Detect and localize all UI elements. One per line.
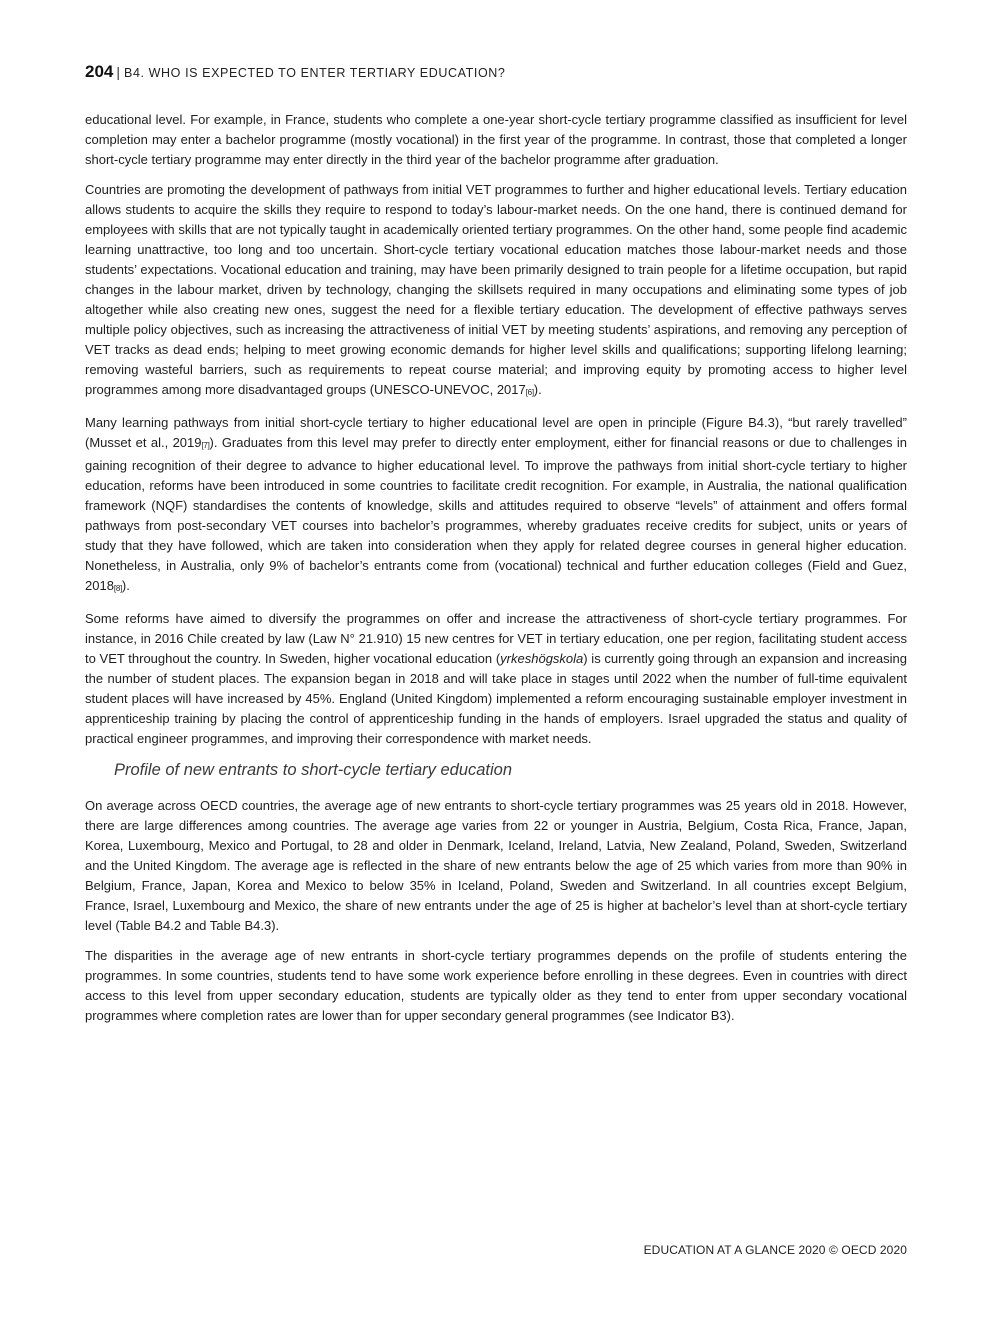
paragraph-6: The disparities in the average age of new entrants in short-cycle tertiary programmes depends on the profile of students entering the programmes. In some countries, students tend to have some work experience before enrolling in these degrees. Even in countries with direct access to this level from upper secondary education, students are typically older as they tend to enter from upper secondary vocational programmes where completion rates are lower than for upper secondary general programmes (see Indicator B3). (85, 948, 907, 1023)
paragraph-2-text: Countries are promoting the development of pathways from initial VET programmes to further and higher educational levels. Tertiary education allows students to acquire the skills they require to respond to today’s labour-market needs. On the one hand, there is continued demand for employees with skills that are not typically taught in academically oriented tertiary programmes. On the other hand, some people find academic learning unattractive, too long and too uncertain. Short-cycle tertiary vocational education matches those labour-market needs and those students’ expectations. Vocational education and training, may have been primarily designed to train people for a lifetime occupation, but rapid changes in the labour market, driven by technology, changing the skillsets required in many occupations and eliminating some types of job altogether while also creating new ones, suggest the need for a flexible tertiary education. The development of effective pathways serves multiple policy objectives, such as increasing the attractiveness of initial VET by meeting students’ aspirations, and removing any perception of VET tracks as dead ends; helping to meet growing economic demands for higher level skills and qualifications; supporting lifelong learning; removing wasteful barriers, such as requirements to repeat course material; and improving equity by promoting access to higher level programmes among more disadvantaged groups (UNESCO-UNEVOC, 2017 (85, 182, 907, 397)
main-content (85, 110, 907, 1036)
reference-7[interactable]: [7] (201, 441, 210, 450)
reference-6[interactable]: [6] (525, 388, 534, 397)
reference-8[interactable]: [8] (113, 584, 122, 593)
header-separator: | (116, 64, 121, 80)
paragraph-4 (85, 609, 907, 749)
page-number: 204 (85, 62, 114, 81)
running-title: B4. WHO IS EXPECTED TO ENTER TERTIARY EDUCATION? (124, 66, 506, 80)
paragraph-3-end: ). (121, 578, 130, 593)
section-heading: Profile of new entrants to short-cycle tertiary education (114, 761, 513, 779)
paragraph-2 (85, 180, 907, 403)
paragraph-3-text-b: ). Graduates from this level may prefer to directly enter employment, either for financial reasons or due to challenges in gaining recognition of their degree to advance to higher educational level. To improve the pathways from initial short-cycle tertiary to higher education, reforms have been introduced in some countries to facilitate credit recognition. For example, in Australia, the national qualification framework (NQF) standardises the contents of knowledge, skills and attitudes required to observe “levels” of attainment and offers formal pathways from post-secondary VET courses into bachelor’s programmes, whereby graduates receive credits for subject, units or years of study that they have followed, which are taken into consideration when they apply for related degree courses in general higher education. Nonetheless, in Australia, only 9% of bachelor’s entrants come from (vocational) technical and further education colleges (Field and Guez, 2018 (85, 435, 908, 593)
paragraph-2-end: ). (533, 382, 542, 397)
paragraph-4-italic-term: yrkeshögskola (500, 651, 584, 666)
paragraph-3 (85, 413, 907, 599)
paragraph-1: educational level. For example, in France, students who complete a one-year short-cycle tertiary programme classified as insufficient for level completion may enter a bachelor programme (mostly vocational) in the first year of the programme. In contrast, those that completed a longer short-cycle tertiary programme may enter directly in the third year of the bachelor programme after graduation. (85, 112, 907, 167)
paragraph-3-text-a: Many learning pathways from initial short-cycle tertiary to higher educational level are open in principle (Figure B4.3), “but rarely travelled” (Musset et al., 2019 (85, 415, 907, 450)
page-header (85, 62, 907, 82)
paragraph-4-text-b: ) is currently going through an expansion and increasing the number of student places. The expansion began in 2018 and will take place in stages until 2022 when the number of full-time equivalent student places will have increased by 45%. England (United Kingdom) implemented a reform encouraging sustainable employer investment in apprenticeship training by placing the control of apprenticeship funding in the hands of employers. Israel upgraded the status and quality of practical engineer programmes, and improving their correspondence with market needs. (85, 651, 907, 746)
paragraph-5: On average across OECD countries, the average age of new entrants to short-cycle tertiary programmes was 25 years old in 2018. However, there are large differences among countries. The average age varies from 22 or younger in Austria, Belgium, Costa Rica, France, Japan, Korea, Luxembourg, Mexico and Portugal, to 28 and older in Denmark, Iceland, Ireland, Latvia, New Zealand, Poland, Sweden, Switzerland and the United Kingdom. The average age is reflected in the share of new entrants below the age of 25 which varies from more than 90% in Belgium, France, Japan, Korea and Mexico to below 35% in Iceland, Poland, Sweden and Switzerland. In all countries except Belgium, France, Israel, Luxembourg and Mexico, the share of new entrants under the age of 25 is higher at bachelor’s level than at short-cycle tertiary level (Table B4.2 and Table B4.3). (85, 798, 907, 933)
page-footer: EDUCATION AT A GLANCE 2020 © OECD 2020 (643, 1243, 907, 1257)
paragraph-4-text-a: Some reforms have aimed to diversify the programmes on offer and increase the attractiveness of short-cycle tertiary programmes. For instance, in 2016 Chile created by law (Law N° 21.910) 15 new centres for VET in tertiary education, one per region, facilitating student access to VET throughout the country. In Sweden, higher vocational education ( (85, 611, 907, 666)
